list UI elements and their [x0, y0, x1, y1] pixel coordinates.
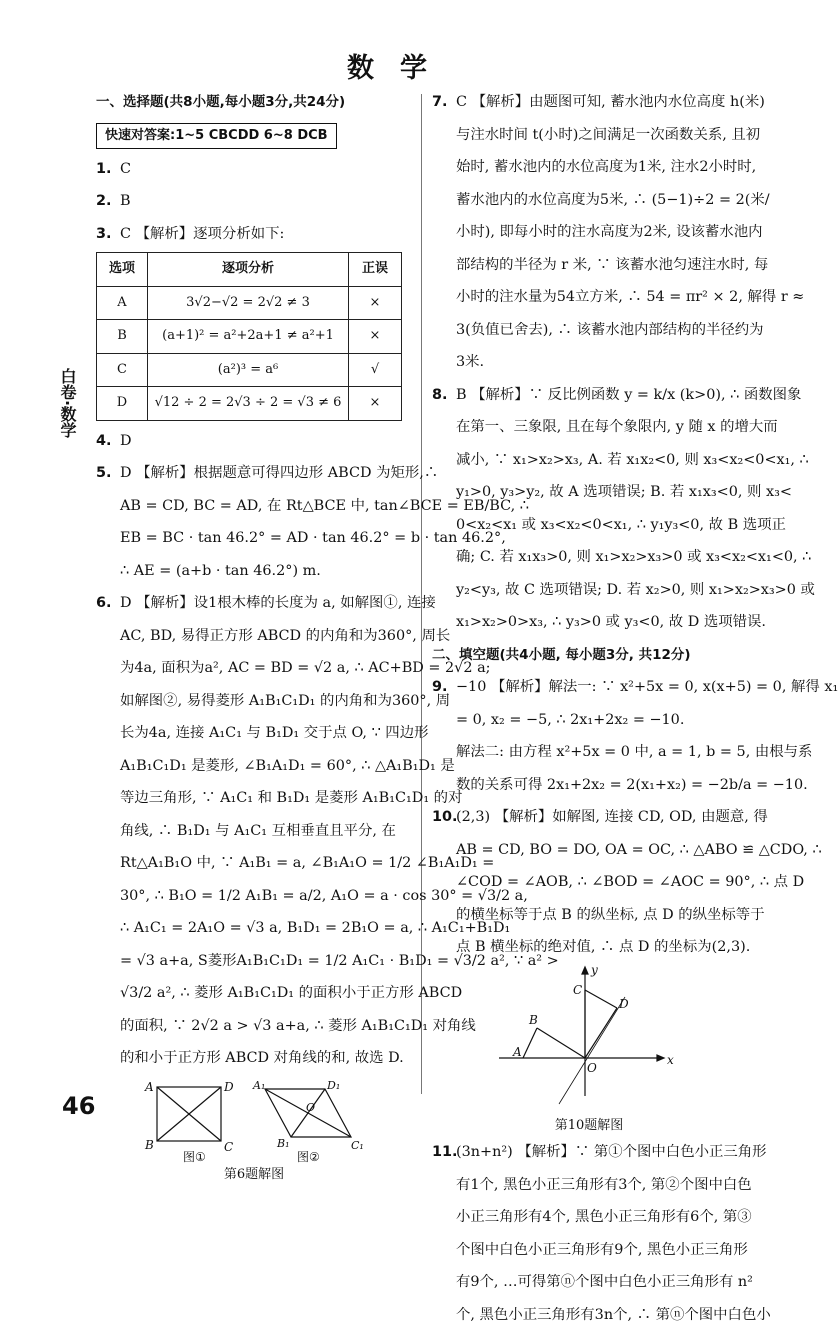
label-b: B — [144, 1138, 154, 1152]
answer-1: 1. C — [96, 153, 412, 186]
answer-line: 数的关系可得 2x₁+2x₂ = 2(x₁+x₂) = −2b/a = −10. — [432, 769, 746, 802]
answer-line: AB = CD, BO = DO, OA = OC, ∴ △ABO ≌ △CDO, ∴ — [432, 834, 746, 867]
figure-10-caption: 第10题解图 — [432, 1116, 746, 1136]
answer-line: 30°, ∴ B₁O = 1/2 A₁B₁ = a/2, A₁O = a · cos 30° = √3/2 a, — [96, 880, 412, 913]
left-column — [96, 86, 412, 1185]
figure-6-caption: 第6题解图 — [96, 1165, 412, 1185]
answer-10: 10.(2,3) 【解析】如解图, 连接 CD, OD, 由题意, 得 AB = CD, BO = DO, OA = OC, ∴ △ABO ≌ △CDO, ∴ ∠COD = ∠AOB, ∴ ∠BOD = ∠AOC = 90°, ∴ 点 D 的横坐标等于点 B 的纵坐标, 点 D 的纵坐标等于 点 B 横坐标的绝对值, ∴ 点 D 的坐标为(2,3). — [432, 801, 746, 964]
figure-6-square — [145, 1079, 237, 1165]
label-d: D — [223, 1080, 234, 1094]
answer-line: 的面积, ∵ 2√2 a > √3 a+a, ∴ 菱形 A₁B₁C₁D₁ 对角线 — [96, 1010, 412, 1043]
answer-line: y₁>0, y₃>y₂, 故 A 选项错误; B. 若 x₁x₃<0, 则 x₃< — [432, 476, 746, 509]
answer-line: = 0, x₂ = −5, ∴ 2x₁+2x₂ = −10. — [432, 704, 746, 737]
answer-line: 小正三角形有4个, 黑色小正三角形有6个, 第③ — [432, 1201, 746, 1234]
segment-cd — [585, 990, 617, 1008]
quick-answer-box — [96, 119, 412, 153]
table-cell: D — [97, 387, 148, 421]
analysis-table — [96, 252, 402, 421]
answer-line: 小时的注水量为54立方米, ∴ 54 = πr² × 2, 解得 r ≈ — [432, 281, 746, 314]
answer-line: 始时, 蓄水池内的水位高度为1米, 注水2小时时, — [432, 151, 746, 184]
answer-line: 在第一、三象限, 且在每个象限内, y 随 x 的增大而 — [432, 411, 746, 444]
table-header: 选项 — [97, 253, 148, 287]
table-cell: (a+1)² = a²+2a+1 ≠ a²+1 — [148, 320, 349, 354]
answer-line: 3(负值已舍去), ∴ 该蓄水池内部结构的半径约为 — [432, 314, 746, 347]
quick-answer: 快速对答案:1~5 CBCDD 6~8 DCB — [96, 123, 337, 149]
answer-line: −10 【解析】解法一: ∵ x²+5x = 0, x(x+5) = 0, 解得 x₁ — [456, 679, 838, 695]
answer-8: 8. B 【解析】∵ 反比例函数 y = k/x (k>0), ∴ 函数图象 在第一、三象限, 且在每个象限内, y 随 x 的增大而 减小, ∵ x₁>x₂>x₃, A. 若 x₁x₂<0, 则 x₃<x₂<0<x₁, ∴ y₁>0, y₃>y₂, 故 A 选项错误; B. 若 x₁x₃<0, 则 x₃< 0<x₂<x₁ 或 x₃<x₂<0<x₁, ∴ y₁y₃<0, 故 B 选项正 确; C. 若 x₁x₃>0, 则 x₁>x₂>x₃>0 或 x₃<x₂<x₁<0, ∴ y₂<y₃, 故 C 选项错误; D. 若 x₂>0, 则 x₁>x₂>x₃>0 或 x₁>x₂>0>x₃, ∴ y₃>0 或 y₃<0, 故 D 选项错误. — [432, 379, 746, 639]
table-cell: × — [349, 387, 402, 421]
answer-line: 如解图②, 易得菱形 A₁B₁C₁D₁ 的内角和为360°, 周 — [96, 685, 412, 718]
answer-line: 为4a, 面积为a², AC = BD = √2 a, ∴ AC+BD = 2√2 a; — [96, 652, 412, 685]
answer-line: (3n+n²) 【解析】∵ 第①个图中白色小正三角形 — [456, 1144, 767, 1160]
table-row — [97, 353, 402, 387]
table-cell: √12 ÷ 2 = 2√3 ÷ 2 = √3 ≠ 6 — [148, 387, 349, 421]
answer-line: 等边三角形, ∵ A₁C₁ 和 B₁D₁ 是菱形 A₁B₁C₁D₁ 的对 — [96, 782, 412, 815]
label-a1: A₁ — [252, 1079, 265, 1092]
answer-line: 点 B 横坐标的绝对值, ∴ 点 D 的坐标为(2,3). — [432, 931, 746, 964]
page-title: 数学 — [0, 46, 800, 85]
table-row — [97, 320, 402, 354]
table-header: 正误 — [349, 253, 402, 287]
label-b: B — [528, 1013, 538, 1027]
answer-line: D 【解析】根据题意可得四边形 ABCD 为矩形,∴ — [120, 465, 438, 481]
answer-line: D 【解析】设1根木棒的长度为 a, 如解图①, 连接 — [120, 595, 436, 611]
table-row — [97, 286, 402, 320]
label-b1: B₁ — [276, 1137, 290, 1150]
answer-line: = √3 a+a, S菱形A₁B₁C₁D₁ = 1/2 A₁C₁ · B₁D₁ = √3/2 a², ∵ a² > — [96, 945, 412, 978]
segment-od — [585, 1008, 617, 1058]
answer-7: 7. C 【解析】由题图可知, 蓄水池内水位高度 h(米) 与注水时间 t(小时)之间满足一次函数关系, 且初 始时, 蓄水池内的水位高度为1米, 注水2小时时, 蓄水池内的水位高度为5米, ∴ (5−1)÷2 = 2(米/ 小时), 即每小时的注水高度为2米, 设该蓄水池内 部结构的半径为 r 米, ∵ 该蓄水池匀速注水时, 每 小时的注水量为54立方米, ∴ 54 = πr² × 2, 解得 r ≈ 3(负值已舍去), ∴ 该蓄水池内部结构的半径约为 3米. — [432, 86, 746, 379]
answer-line: 有1个, 黑色小正三角形有3个, 第②个图中白色 — [432, 1169, 746, 1202]
answer-line: EB = BC · tan 46.2° = AD · tan 46.2° = b · tan 46.2°, — [96, 522, 412, 555]
answer-3: 3. C 【解析】逐项分析如下: — [96, 218, 412, 251]
answer-line: x₁>x₂>0>x₃, ∴ y₃>0 或 y₃<0, 故 D 选项错误. — [432, 606, 746, 639]
label-c1: C₁ — [351, 1139, 364, 1152]
right-column — [432, 86, 746, 1331]
side-label — [56, 368, 78, 443]
answer-line: (2,3) 【解析】如解图, 连接 CD, OD, 由题意, 得 — [456, 809, 768, 825]
answer-line: 3米. — [432, 346, 746, 379]
table-cell: 3√2−√2 = 2√2 ≠ 3 — [148, 286, 349, 320]
answer-line: 确; C. 若 x₁x₃>0, 则 x₁>x₂>x₃>0 或 x₃<x₂<x₁<0, ∴ — [432, 541, 746, 574]
segment-ab — [523, 1028, 537, 1058]
answer-line: B 【解析】∵ 反比例函数 y = k/x (k>0), ∴ 函数图象 — [456, 387, 801, 403]
answer-line: C 【解析】由题图可知, 蓄水池内水位高度 h(米) — [456, 94, 765, 110]
label-y: y — [590, 963, 598, 977]
table-row — [97, 387, 402, 421]
x-axis-arrow — [657, 1055, 664, 1061]
answer-11: 11.(3n+n²) 【解析】∵ 第①个图中白色小正三角形 有1个, 黑色小正三角形有3个, 第②个图中白色 小正三角形有4个, 黑色小正三角形有6个, 第③ 个图中白色小正三角形有9个, 黑色小正三角形 有9个, …可得第ⓝ个图中白色小正三角形有 n² 个, 黑色小正三角形有3n个, ∴ 第ⓝ个图中白色小 — [432, 1136, 746, 1331]
table-cell: × — [349, 320, 402, 354]
fig-caption-1: 图① — [183, 1150, 206, 1164]
section-heading-choice: 一、选择题(共8小题,每小题3分,共24分) — [96, 86, 412, 119]
answer-line: y₂<y₃, 故 C 选项错误; D. 若 x₂>0, 则 x₁>x₂>x₃>0 或 — [432, 574, 746, 607]
answer-line: 长为4a, 连接 A₁C₁ 与 B₁D₁ 交于点 O, ∵ 四边形 — [96, 717, 412, 750]
page-number: 46 — [62, 1092, 95, 1120]
figure-10 — [432, 964, 746, 1117]
answer-line: 的和小于正方形 ABCD 对角线的和, 故选 D. — [96, 1042, 412, 1075]
answer-line: 个图中白色小正三角形有9个, 黑色小正三角形 — [432, 1234, 746, 1267]
answer-line: ∴ A₁C₁ = 2A₁O = √3 a, B₁D₁ = 2B₁O = a, ∴ A₁C₁+B₁D₁ — [96, 912, 412, 945]
answer-line: 的横坐标等于点 B 的纵坐标, 点 D 的纵坐标等于 — [432, 899, 746, 932]
fig-caption-2: 图② — [297, 1150, 320, 1164]
answer-line: 部结构的半径为 r 米, ∵ 该蓄水池匀速注水时, 每 — [432, 249, 746, 282]
answer-line: ∴ AE = (a+b · tan 46.2°) m. — [96, 555, 412, 588]
label-a: A — [144, 1080, 154, 1094]
segment-bo — [537, 1028, 585, 1058]
guide-line — [559, 997, 625, 1104]
table-cell: √ — [349, 353, 402, 387]
label-o: O — [587, 1061, 597, 1075]
figure-6-rhombus — [251, 1079, 363, 1165]
side-label-text: 白卷·数学 — [57, 368, 77, 438]
y-axis-arrow — [582, 967, 588, 974]
answer-line: 0<x₂<x₁ 或 x₃<x₂<0<x₁, ∴ y₁y₃<0, 故 B 选项正 — [432, 509, 746, 542]
answer-line: 减小, ∵ x₁>x₂>x₃, A. 若 x₁x₂<0, 则 x₃<x₂<0<x₁, ∴ — [432, 444, 746, 477]
label-d: D — [618, 997, 629, 1011]
figure-6 — [96, 1079, 412, 1165]
table-cell: C — [97, 353, 148, 387]
table-header: 逐项分析 — [148, 253, 349, 287]
label-x: x — [667, 1053, 674, 1067]
label-c: C — [224, 1140, 233, 1154]
answer-6: 6. D 【解析】设1根木棒的长度为 a, 如解图①, 连接 AC, BD, 易得正方形 ABCD 的内角和为360°, 周长 为4a, 面积为a², AC = BD = √2 a, ∴ AC+BD = 2√2 a; 如解图②, 易得菱形 A₁B₁C₁D₁ 的内角和为360°, 周 长为4a, 连接 A₁C₁ 与 B₁D₁ 交于点 O, ∵ 四边形 A₁B₁C₁D₁ 是菱形, ∠B₁A₁D₁ = 60°, ∴ △A₁B₁D₁ 是 等边三角形, ∵ A₁C₁ 和 B₁D₁ 是菱形 A₁B₁C₁D₁ 的对 角线, ∴ B₁D₁ 与 A₁C₁ 互相垂直且平分, 在 Rt△A₁B₁O 中, ∵ A₁B₁ = a, ∠B₁A₁O = 1/2 ∠B₁A₁D₁ = 30°, ∴ B₁O = 1/2 A₁B₁ = a/2, A₁O = a · cos 30° = √3/2 a, ∴ A₁C₁ = 2A₁O = √3 a, B₁D₁ = 2B₁O = a, ∴ A₁C₁+B₁D₁ = √3 a+a, S菱形A₁B₁C₁D₁ = 1/2 A₁C₁ · B₁D₁ = √3/2 a², ∵ a² > √3/2 a², ∴ 菱形 A₁B₁C₁D₁ 的面积小于正方形 ABCD 的面积, ∵ 2√2 a > √3 a+a, ∴ 菱形 A₁B₁C₁D₁ 对角线 的和小于正方形 ABCD 对角线的和, 故选 D. — [96, 587, 412, 1075]
table-cell: (a²)³ = a⁶ — [148, 353, 349, 387]
answer-line: √3/2 a², ∴ 菱形 A₁B₁C₁D₁ 的面积小于正方形 ABCD — [96, 977, 412, 1010]
answer-4: 4. D — [96, 425, 412, 458]
answer-line: 个, 黑色小正三角形有3n个, ∴ 第ⓝ个图中白色小 — [432, 1299, 746, 1331]
label-c: C — [573, 983, 582, 997]
section-heading-fill: 二、填空题(共4小题, 每小题3分, 共12分) — [432, 639, 746, 672]
answer-line: Rt△A₁B₁O 中, ∵ A₁B₁ = a, ∠B₁A₁O = 1/2 ∠B₁A₁D₁ = — [96, 847, 412, 880]
label-a: A — [512, 1045, 522, 1059]
table-cell: × — [349, 286, 402, 320]
table-cell: A — [97, 286, 148, 320]
answer-line: 解法二: 由方程 x²+5x = 0 中, a = 1, b = 5, 由根与系 — [432, 736, 746, 769]
answer-9: 9. −10 【解析】解法一: ∵ x²+5x = 0, x(x+5) = 0, 解得 x₁ = 0, x₂ = −5, ∴ 2x₁+2x₂ = −10. 解法二: 由方程 x²+5x = 0 中, a = 1, b = 5, 由根与系 数的关系可得 2x₁+2x₂ = 2(x₁+x₂) = −2b/a = −10. — [432, 671, 746, 801]
figure-10-coordinate — [499, 964, 679, 1104]
answer-line: 蓄水池内的水位高度为5米, ∴ (5−1)÷2 = 2(米/ — [432, 184, 746, 217]
table-cell: B — [97, 320, 148, 354]
answer-line: 角线, ∴ B₁D₁ 与 A₁C₁ 互相垂直且平分, 在 — [96, 815, 412, 848]
answer-2: 2. B — [96, 185, 412, 218]
answer-line: A₁B₁C₁D₁ 是菱形, ∠B₁A₁D₁ = 60°, ∴ △A₁B₁D₁ 是 — [96, 750, 412, 783]
answer-line: 小时), 即每小时的注水高度为2米, 设该蓄水池内 — [432, 216, 746, 249]
answer-5: 5. D 【解析】根据题意可得四边形 ABCD 为矩形,∴ AB = CD, BC = AD, 在 Rt△BCE 中, tan∠BCE = EB/BC, ∴ EB = BC · tan 46.2° = AD · tan 46.2° = b · tan 46.2°, ∴ AE = (a+b · tan 46.2°) m. — [96, 457, 412, 587]
answer-line: 与注水时间 t(小时)之间满足一次函数关系, 且初 — [432, 119, 746, 152]
answer-line: AB = CD, BC = AD, 在 Rt△BCE 中, tan∠BCE = EB/BC, ∴ — [96, 490, 412, 523]
answer-line: ∠COD = ∠AOB, ∴ ∠BOD = ∠AOC = 90°, ∴ 点 D — [432, 866, 746, 899]
answer-line: AC, BD, 易得正方形 ABCD 的内角和为360°, 周长 — [96, 620, 412, 653]
table-header-row — [97, 253, 402, 287]
label-d1: D₁ — [326, 1079, 340, 1092]
answer-line: 有9个, …可得第ⓝ个图中白色小正三角形有 n² — [432, 1266, 746, 1299]
label-o: O — [306, 1101, 315, 1114]
